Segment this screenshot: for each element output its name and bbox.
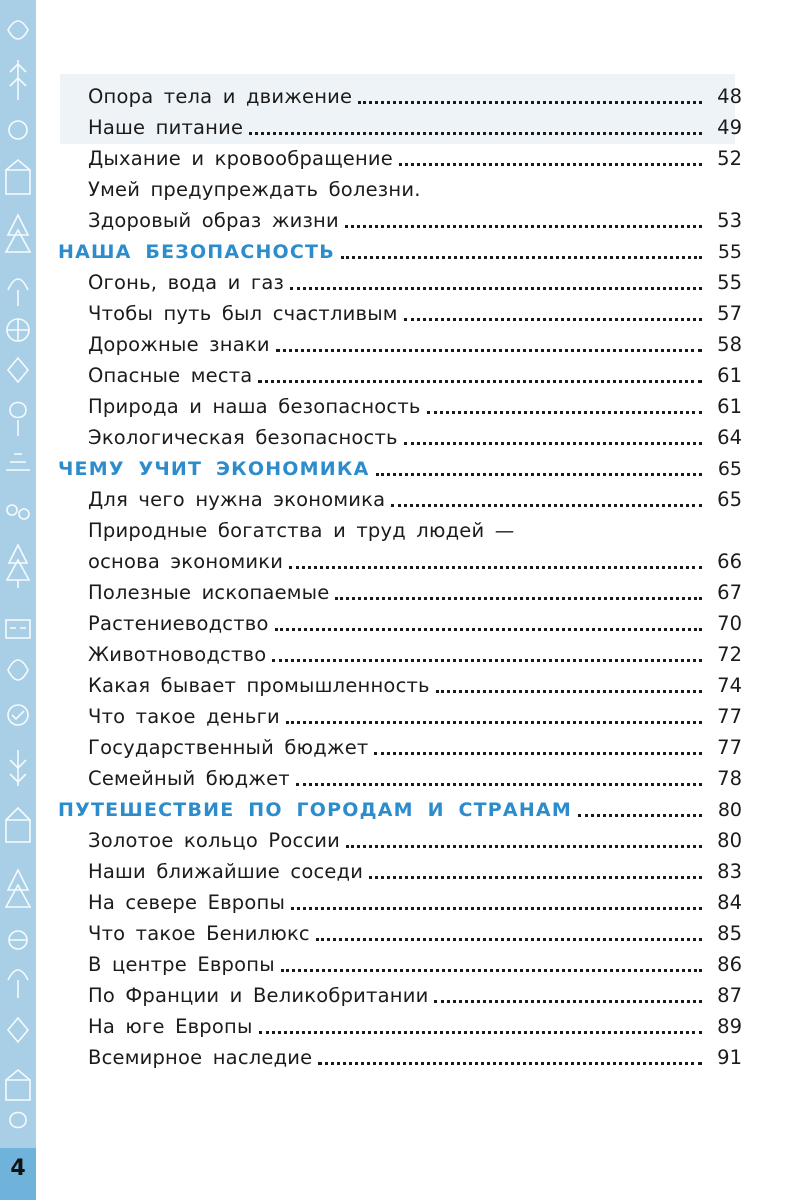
dot-leader xyxy=(318,1062,702,1065)
side-decoration-strip xyxy=(0,0,36,1200)
toc-entry-page: 86 xyxy=(717,953,742,976)
dot-leader xyxy=(369,876,702,879)
toc-entry-page: 77 xyxy=(717,736,742,759)
dot-leader xyxy=(358,101,702,104)
toc-entry-title: Опасные места xyxy=(88,364,253,387)
toc-section-heading xyxy=(58,233,742,264)
toc-item xyxy=(58,1008,742,1039)
dot-leader xyxy=(404,442,702,445)
toc-entry-title: Здоровый образ жизни xyxy=(88,209,339,232)
dot-leader xyxy=(436,690,702,693)
dot-leader xyxy=(296,783,702,786)
toc-entry-title: Для чего нужна экономика xyxy=(88,488,386,511)
toc-item xyxy=(58,419,742,450)
toc-item xyxy=(58,140,742,171)
toc-entry-page: 48 xyxy=(717,85,742,108)
dot-leader xyxy=(399,163,702,166)
dot-leader xyxy=(376,473,702,476)
toc-section-heading xyxy=(58,450,742,481)
toc-section-heading xyxy=(58,791,742,822)
toc-entry-title: основа экономики xyxy=(88,550,284,573)
toc-entry-page: 91 xyxy=(717,1046,742,1069)
toc-entry-title: Что такое Бенилюкс xyxy=(88,922,310,945)
toc-entry-page: 53 xyxy=(717,209,742,232)
table-of-contents xyxy=(58,78,742,1070)
toc-entry-page: 65 xyxy=(717,488,742,511)
toc-entry-title: Наши ближайшие соседи xyxy=(88,860,364,883)
toc-entry-title: Природа и наша безопасность xyxy=(88,395,421,418)
toc-item xyxy=(58,481,742,512)
toc-entry-page: 72 xyxy=(717,643,742,666)
dot-leader xyxy=(259,1031,702,1034)
toc-entry-title: Опора тела и движение xyxy=(88,85,353,108)
toc-entry-title: ЧЕМУ УЧИТ ЭКОНОМИКА xyxy=(58,458,370,480)
toc-entry-title: Дыхание и кровообращение xyxy=(88,147,393,170)
toc-item xyxy=(58,915,742,946)
toc-item xyxy=(58,884,742,915)
dot-leader xyxy=(335,597,702,600)
toc-item xyxy=(58,171,742,202)
nature-icons-pattern xyxy=(0,0,36,1140)
toc-entry-title: Золотое кольцо России xyxy=(88,829,341,852)
toc-entry-page: 58 xyxy=(717,333,742,356)
toc-entry-page: 52 xyxy=(717,147,742,170)
dot-leader xyxy=(276,349,702,352)
dot-leader xyxy=(290,287,702,290)
toc-item xyxy=(58,822,742,853)
toc-entry-title: Дорожные знаки xyxy=(88,333,270,356)
toc-entry-page: 66 xyxy=(717,550,742,573)
toc-entry-page: 64 xyxy=(717,426,742,449)
toc-entry-page: 80 xyxy=(717,829,742,852)
dot-leader xyxy=(434,1000,702,1003)
dot-leader xyxy=(316,938,702,941)
dot-leader xyxy=(281,969,702,972)
toc-entry-title: По Франции и Великобритании xyxy=(88,984,429,1007)
toc-item xyxy=(58,78,742,109)
toc-item xyxy=(58,853,742,884)
toc-entry-page: 74 xyxy=(717,674,742,697)
dot-leader xyxy=(346,845,702,848)
toc-item xyxy=(58,512,742,543)
dot-leader xyxy=(275,628,702,631)
toc-entry-page: 89 xyxy=(717,1015,742,1038)
toc-item xyxy=(58,729,742,760)
toc-entry-page: 70 xyxy=(717,612,742,635)
toc-entry-title: На юге Европы xyxy=(88,1015,253,1038)
toc-item xyxy=(58,698,742,729)
toc-item xyxy=(58,326,742,357)
dot-leader xyxy=(289,566,702,569)
dot-leader xyxy=(272,659,702,662)
toc-item xyxy=(58,760,742,791)
dot-leader xyxy=(249,132,702,135)
toc-entry-page: 55 xyxy=(717,271,742,294)
toc-item xyxy=(58,977,742,1008)
toc-entry-title: Государственный бюджет xyxy=(88,736,369,759)
dot-leader xyxy=(578,814,702,817)
toc-entry-page: 78 xyxy=(717,767,742,790)
toc-entry-title: Растениеводство xyxy=(88,612,269,635)
toc-entry-title: Животноводство xyxy=(88,643,267,666)
toc-entry-title: Всемирное наследие xyxy=(88,1046,313,1069)
toc-entry-title: НАША БЕЗОПАСНОСТЬ xyxy=(58,241,335,263)
toc-entry-title: Какая бывает промышленность xyxy=(88,674,430,697)
toc-item xyxy=(58,605,742,636)
toc-entry-page: 87 xyxy=(717,984,742,1007)
toc-item xyxy=(58,667,742,698)
toc-entry-page: 80 xyxy=(717,799,742,821)
dot-leader xyxy=(286,721,702,724)
toc-entry-page: 49 xyxy=(717,116,742,139)
toc-item xyxy=(58,636,742,667)
toc-item xyxy=(58,264,742,295)
toc-entry-page: 84 xyxy=(717,891,742,914)
toc-entry-page: 67 xyxy=(717,581,742,604)
toc-item xyxy=(58,388,742,419)
toc-item xyxy=(58,109,742,140)
toc-entry-title: Полезные ископаемые xyxy=(88,581,330,604)
dot-leader xyxy=(341,256,702,259)
toc-item xyxy=(58,202,742,233)
dot-leader xyxy=(391,504,702,507)
toc-item xyxy=(58,357,742,388)
page-number: 4 xyxy=(10,1156,26,1181)
toc-entry-page: 77 xyxy=(717,705,742,728)
toc-entry-title: ПУТЕШЕСТВИЕ ПО ГОРОДАМ И СТРАНАМ xyxy=(58,799,572,821)
toc-entry-page: 85 xyxy=(717,922,742,945)
toc-entry-page: 83 xyxy=(717,860,742,883)
toc-item xyxy=(58,1039,742,1070)
dot-leader xyxy=(374,752,702,755)
toc-entry-page: 57 xyxy=(717,302,742,325)
toc-entry-title: Что такое деньги xyxy=(88,705,280,728)
dot-leader xyxy=(404,318,702,321)
toc-item xyxy=(58,574,742,605)
toc-entry-page: 55 xyxy=(717,241,742,263)
toc-entry-title: Природные богатства и труд людей — xyxy=(88,519,515,542)
dot-leader xyxy=(345,225,702,228)
toc-entry-title: На севере Европы xyxy=(88,891,286,914)
toc-entry-page: 61 xyxy=(717,395,742,418)
toc-entry-title: Огонь, вода и газ xyxy=(88,271,285,294)
toc-entry-title: Чтобы путь был счастливым xyxy=(88,302,398,325)
dot-leader xyxy=(427,411,702,414)
toc-entry-page: 65 xyxy=(717,458,742,480)
toc-item xyxy=(58,543,742,574)
toc-entry-title: Экологическая безопасность xyxy=(88,426,398,449)
toc-entry-page: 61 xyxy=(717,364,742,387)
dot-leader xyxy=(291,907,702,910)
dot-leader xyxy=(258,380,702,383)
toc-item xyxy=(58,295,742,326)
toc-entry-title: Наше питание xyxy=(88,116,244,139)
toc-entry-title: В центре Европы xyxy=(88,953,275,976)
toc-entry-title: Семейный бюджет xyxy=(88,767,290,790)
toc-entry-title: Умей предупреждать болезни. xyxy=(88,178,421,201)
toc-item xyxy=(58,946,742,977)
